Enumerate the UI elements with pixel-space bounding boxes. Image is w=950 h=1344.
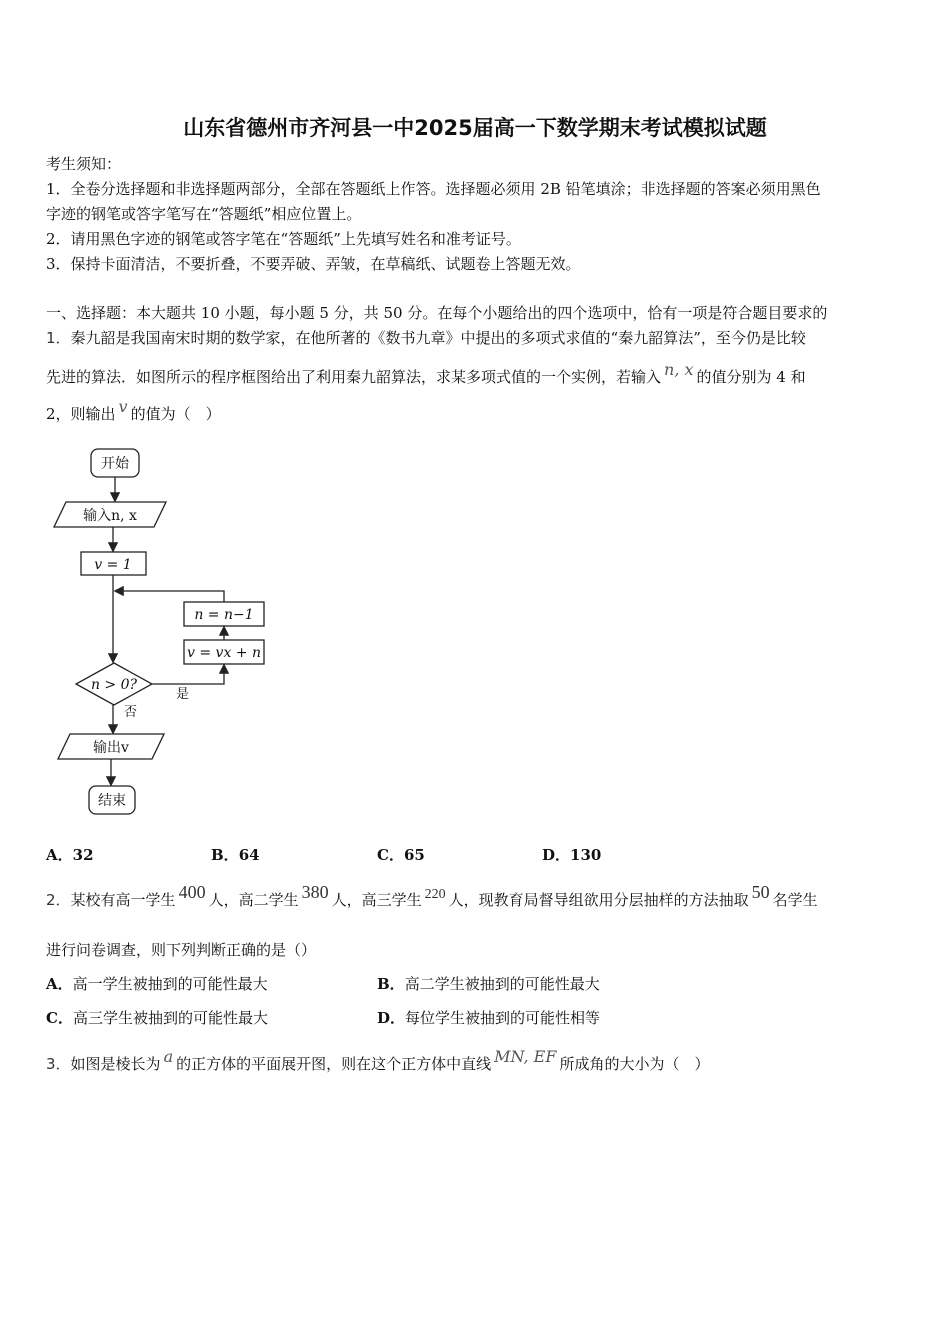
q1-text-2b: 的值分别为 4 和 [696, 368, 806, 386]
q2-count-grade3: 220 [424, 887, 446, 902]
flowchart-yes-label: 是 [176, 687, 190, 702]
q2-option-c[interactable] [46, 1007, 268, 1028]
q2-option-c-label: C． [46, 1009, 73, 1027]
notice-item-2: 2．请用黑色字迹的钢笔或答字笔在“答题纸”上先填写姓名和准考证号。 [46, 230, 521, 248]
q2-option-a-text: 高一学生被抽到的可能性最大 [72, 975, 268, 993]
q2-text-5: 名学生 [772, 891, 818, 909]
notice-item-1-line-1: 1．全卷分选择题和非选择题两部分，全部在答题纸上作答。选择题必须用 2B 铅笔填涂；非选择题的答案必须用黑色 [46, 180, 821, 198]
q1-option-a-value: 32 [72, 846, 94, 864]
q2-option-c-text: 高三学生被抽到的可能性最大 [72, 1009, 268, 1027]
flowchart-update-v-label: v = vx + n [187, 645, 261, 661]
q1-option-a[interactable] [46, 844, 94, 865]
q1-option-d[interactable] [542, 844, 601, 865]
q3-text-1: 如图是棱长为 [70, 1055, 161, 1073]
q3-line-1 [46, 1047, 710, 1074]
q2-text-4: 人，现教育局督导组欲用分层抽样的方法抽取 [448, 891, 749, 909]
q1-line-2 [46, 360, 806, 387]
q2-number: 2． [46, 891, 71, 909]
q1-option-d-value: 130 [570, 846, 602, 864]
q2-option-d-label: D． [377, 1009, 406, 1027]
q1-option-b[interactable] [211, 844, 260, 865]
q2-count-grade2: 380 [301, 882, 329, 902]
q1-line-3 [46, 397, 221, 424]
section-heading: 一、选择题：本大题共 10 小题，每小题 5 分，共 50 分。在每个小题给出的四个选项中，恰有一项是符合题目要求的 [46, 304, 828, 322]
q2-line-1 [46, 882, 818, 910]
q1-option-b-label: B． [211, 846, 239, 864]
q1-option-c[interactable] [377, 844, 425, 865]
q1-text-3b: 的值为（ ） [130, 405, 221, 423]
q1-option-d-label: D． [542, 846, 571, 864]
q1-text-1: 秦九韶是我国南宋时期的数学家，在他所著的《数书九章》中提出的多项式求值的“秦九韶算法”，至今仍是比较 [70, 329, 806, 347]
q2-option-d[interactable] [377, 1007, 600, 1028]
q1-var-nx: n, x [664, 360, 694, 379]
q2-text-3: 人，高三学生 [331, 891, 422, 909]
flowchart-no-label: 否 [124, 705, 138, 720]
notice-item-3: 3．保持卡面清洁，不要折叠，不要弄破、弄皱，在草稿纸、试题卷上答题无效。 [46, 255, 581, 273]
q2-text-1: 某校有高一学生 [70, 891, 176, 909]
q3-text-2: 的正方体的平面展开图，则在这个正方体中直线 [176, 1055, 492, 1073]
q2-option-a-label: A． [46, 975, 73, 993]
notice-item-1-line-2: 字迹的钢笔或答字笔写在“答题纸”相应位置上。 [46, 205, 362, 223]
flowchart-end-label: 结束 [98, 793, 126, 809]
flowchart [46, 440, 286, 830]
q2-line-2: 进行问卷调查，则下列判断正确的是（） [46, 941, 317, 959]
q1-option-a-label: A． [46, 846, 73, 864]
q2-option-b[interactable] [377, 973, 600, 994]
q3-number: 3． [46, 1055, 71, 1073]
q2-option-b-label: B． [377, 975, 405, 993]
q1-option-c-label: C． [377, 846, 404, 864]
flowchart-init-label: v = 1 [94, 557, 132, 573]
q1-var-v: v [118, 397, 128, 416]
q1-text-3a: 2，则输出 [46, 405, 116, 423]
flowchart-output-label: 输出v [93, 740, 129, 756]
flowchart-update-n-label: n = n−1 [194, 607, 254, 623]
q2-sample-size: 50 [751, 882, 770, 902]
q1-option-c-value: 65 [403, 846, 425, 864]
q1-number: 1． [46, 329, 71, 347]
q3-var-lines: MN, EF [494, 1047, 557, 1066]
q2-option-a[interactable] [46, 973, 268, 994]
q2-count-grade1: 400 [178, 882, 206, 902]
flowchart-condition-label: n > 0? [90, 677, 138, 693]
flowchart-input-label: 输入n, x [83, 508, 137, 524]
q2-option-d-text: 每位学生被抽到的可能性相等 [405, 1009, 601, 1027]
q2-option-b-text: 高二学生被抽到的可能性最大 [404, 975, 600, 993]
q3-text-3: 所成角的大小为（ ） [559, 1055, 710, 1073]
q1-option-b-value: 64 [238, 846, 260, 864]
q3-var-a: a [163, 1047, 174, 1066]
q1-text-2a: 先进的算法．如图所示的程序框图给出了利用秦九韶算法，求某多项式值的一个实例，若输入 [46, 368, 662, 386]
flowchart-start-label: 开始 [101, 456, 129, 472]
page-title: 山东省德州市齐河县一中2025届高一下数学期末考试模拟试题 [183, 116, 767, 140]
q1-line-1 [46, 327, 806, 348]
notice-heading: 考生须知： [46, 155, 122, 173]
q2-text-2: 人，高二学生 [208, 891, 299, 909]
